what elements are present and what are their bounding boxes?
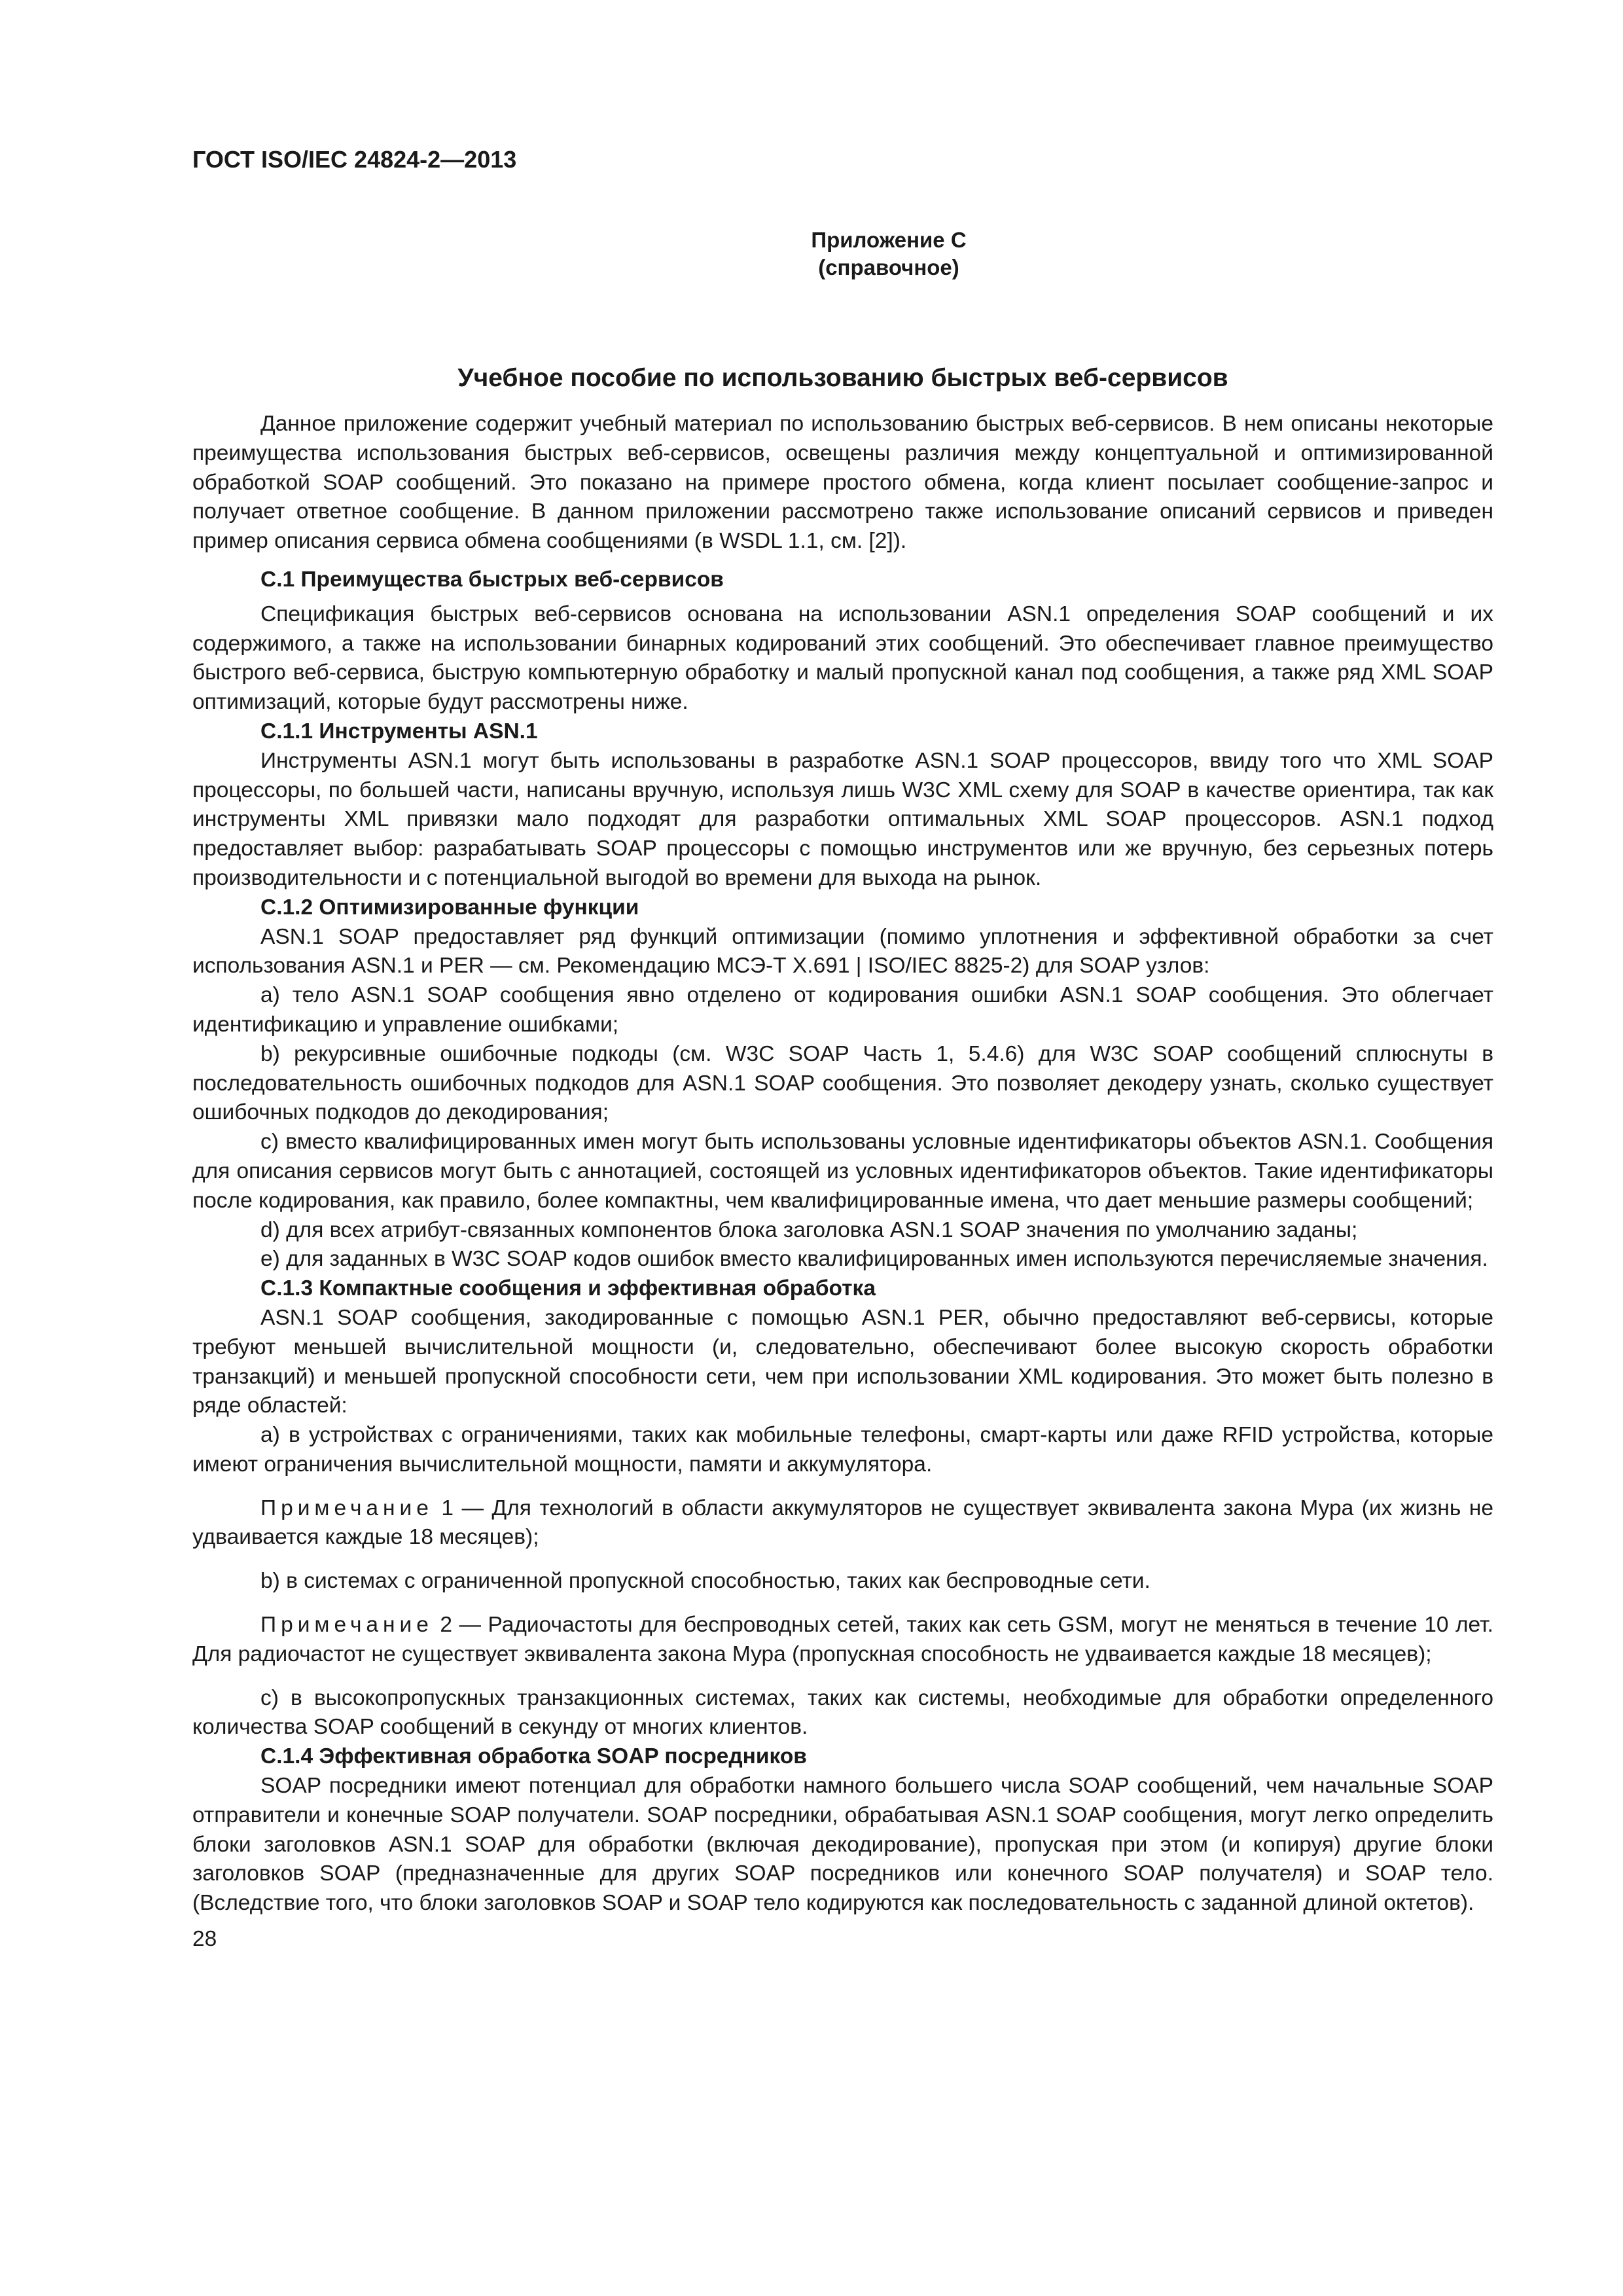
note-1-label: Примечание xyxy=(260,1496,433,1520)
note-2-label: Примечание xyxy=(260,1613,433,1638)
section-c1-heading: С.1 Преимущества быстрых веб-сервисов xyxy=(260,567,724,592)
page-number: 28 xyxy=(192,1927,217,1952)
list-item-c12-d: d) для всех атрибут-связанных компонентов блока заголовка ASN.1 SOAP значения по умолчанию заданы; xyxy=(260,1217,1358,1242)
note-1-text: 1 — Для технологий в области аккумуляторов не существует эквивалента закона Мура (их жизнь не удваивается каждые 18 месяцев); xyxy=(192,1496,1493,1550)
note-2-text: 2 — Радиочастоты для беспроводных сетей, таких как сеть GSM, могут не меняться в течение 10 лет. Для радиочастот не существует эквивалента закона Мура (пропускная способность не удваивается каждые 18 месяцев); xyxy=(192,1613,1493,1666)
section-c11-text: Инструменты ASN.1 могут быть использованы в разработке ASN.1 SOAP процессоров, ввиду того что XML SOAP процессоры, по большей части, написаны вручную, используя лишь W3C XML схему для SOAP в качестве ориентира, так как инструменты XML привязки мало подходят для разработки оптимальных XML SOAP процессоров. ASN.1 подход предоставляет выбор: разрабатывать SOAP процессоры с помощью инструментов или же вручную, без серьезных потерь производительности и с потенциальной выгодой во времени для выхода на рынок. xyxy=(192,748,1493,890)
standard-id-header: ГОСТ ISO/IEC 24824-2—2013 xyxy=(192,146,517,173)
list-item-c12-e: е) для заданных в W3C SOAP кодов ошибок вместо квалифицированных имен используются перечисляемые значения. xyxy=(260,1247,1488,1272)
document-title: Учебное пособие по использованию быстрых веб-сервисов xyxy=(457,364,1228,392)
note-1 xyxy=(192,1494,1493,1553)
appendix-status: (справочное) xyxy=(818,255,959,279)
list-item-c13-b: b) в системах с ограниченной пропускной способностью, таких как беспроводные сети. xyxy=(260,1569,1150,1594)
section-c13-text: ASN.1 SOAP сообщения, закодированные с помощью ASN.1 PER, обычно предоставляют веб-сервисы, которые требуют меньшей вычислительной мощности (и, следовательно, обеспечивают более высокую скорость обработки транзакций) и меньшей пропускной способности сети, чем при использовании XML кодирования. Это может быть полезно в ряде областей: xyxy=(192,1305,1493,1418)
list-item-c13-c: с) в высокопропускных транзакционных системах, таких как системы, необходимые для обработки определенного количества SOAP сообщений в секунду от многих клиентов. xyxy=(192,1685,1493,1740)
list-item-c12-b: b) рекурсивные ошибочные подкоды (см. W3C SOAP Часть 1, 5.4.6) для W3C SOAP сообщений сплюснуты в последовательность ошибочных подкодов для ASN.1 SOAP сообщения. Это позволяет декодеру узнать, сколько существует ошибочных подкодов до декодирования; xyxy=(192,1041,1493,1125)
section-c14-text: SOAP посредники имеют потенциал для обработки намного большего числа SOAP сообщений, чем начальные SOAP отправители и конечные SOAP получатели. SOAP посредники, обрабатывая ASN.1 SOAP сообщения, могут легко определить блоки заголовков ASN.1 SOAP для обработки (включая декодирование), пропуская при этом (и копируя) другие блоки заголовков SOAP (предназначенные для других SOAP посредников или конечного SOAP получателя) и SOAP тело. (Вследствие того, что блоки заголовков SOAP и SOAP тело кодируются как последовательность с заданной длиной октетов). xyxy=(192,1774,1493,1916)
appendix-heading xyxy=(192,226,1493,281)
intro-paragraph: Данное приложение содержит учебный материал по использованию быстрых веб-сервисов. В нем описаны некоторые преимущества использования быстрых веб-сервисов, освещены различия между концептуальной и оптимизированной обработкой SOAP сообщений. Это показано на примере простого обмена, когда клиент посылает сообщение-запрос и получает ответное сообщение. В данном приложении рассмотрено также использование описаний сервисов и приведен пример описания сервиса обмена сообщениями (в WSDL 1.1, см. [2]). xyxy=(192,412,1493,554)
section-c12-text: ASN.1 SOAP предоставляет ряд функций оптимизации (помимо уплотнения и эффективной обработки за счет использования ASN.1 и PER — см. Рекомендацию МСЭ-Т X.691 | ISO/IEC 8825-2) для SOAP узлов: xyxy=(192,924,1493,978)
section-c12-heading: С.1.2 Оптимизированные функции xyxy=(260,895,639,920)
note-2 xyxy=(192,1611,1493,1670)
section-c13-heading: С.1.3 Компактные сообщения и эффективная обработка xyxy=(260,1276,876,1301)
appendix-label: Приложение С xyxy=(811,228,967,252)
list-item-c12-a: а) тело ASN.1 SOAP сообщения явно отделено от кодирования ошибки ASN.1 SOAP сообщения. Это облегчает идентификацию и управление ошибками; xyxy=(192,983,1493,1037)
section-c11-heading: С.1.1 Инструменты ASN.1 xyxy=(260,719,538,744)
section-c1-text: Спецификация быстрых веб-сервисов основана на использовании ASN.1 определения SOAP сообщений и их содержимого, а также на использовании бинарных кодирований этих сообщений. Это обеспечивает главное преимущество быстрого веб-сервиса, быструю компьютерную обработку и малый пропускной канал под сообщения, а также ряд XML SOAP оптимизаций, которые будут рассмотрены ниже. xyxy=(192,601,1493,715)
list-item-c13-a: а) в устройствах с ограничениями, таких как мобильные телефоны, смарт-карты или даже RFID устройства, которые имеют ограничения вычислительной мощности, памяти и аккумулятора. xyxy=(192,1423,1493,1477)
list-item-c12-c: с) вместо квалифицированных имен могут быть использованы условные идентификаторы объектов ASN.1. Сообщения для описания сервисов могут быть с аннотацией, состоящей из условных идентификаторов объектов. Такие идентификаторы после кодирования, как правило, более компактны, чем квалифицированные имена, что дает меньшие размеры сообщений; xyxy=(192,1130,1493,1213)
section-c14-heading: С.1.4 Эффективная обработка SOAP посредников xyxy=(260,1744,807,1769)
